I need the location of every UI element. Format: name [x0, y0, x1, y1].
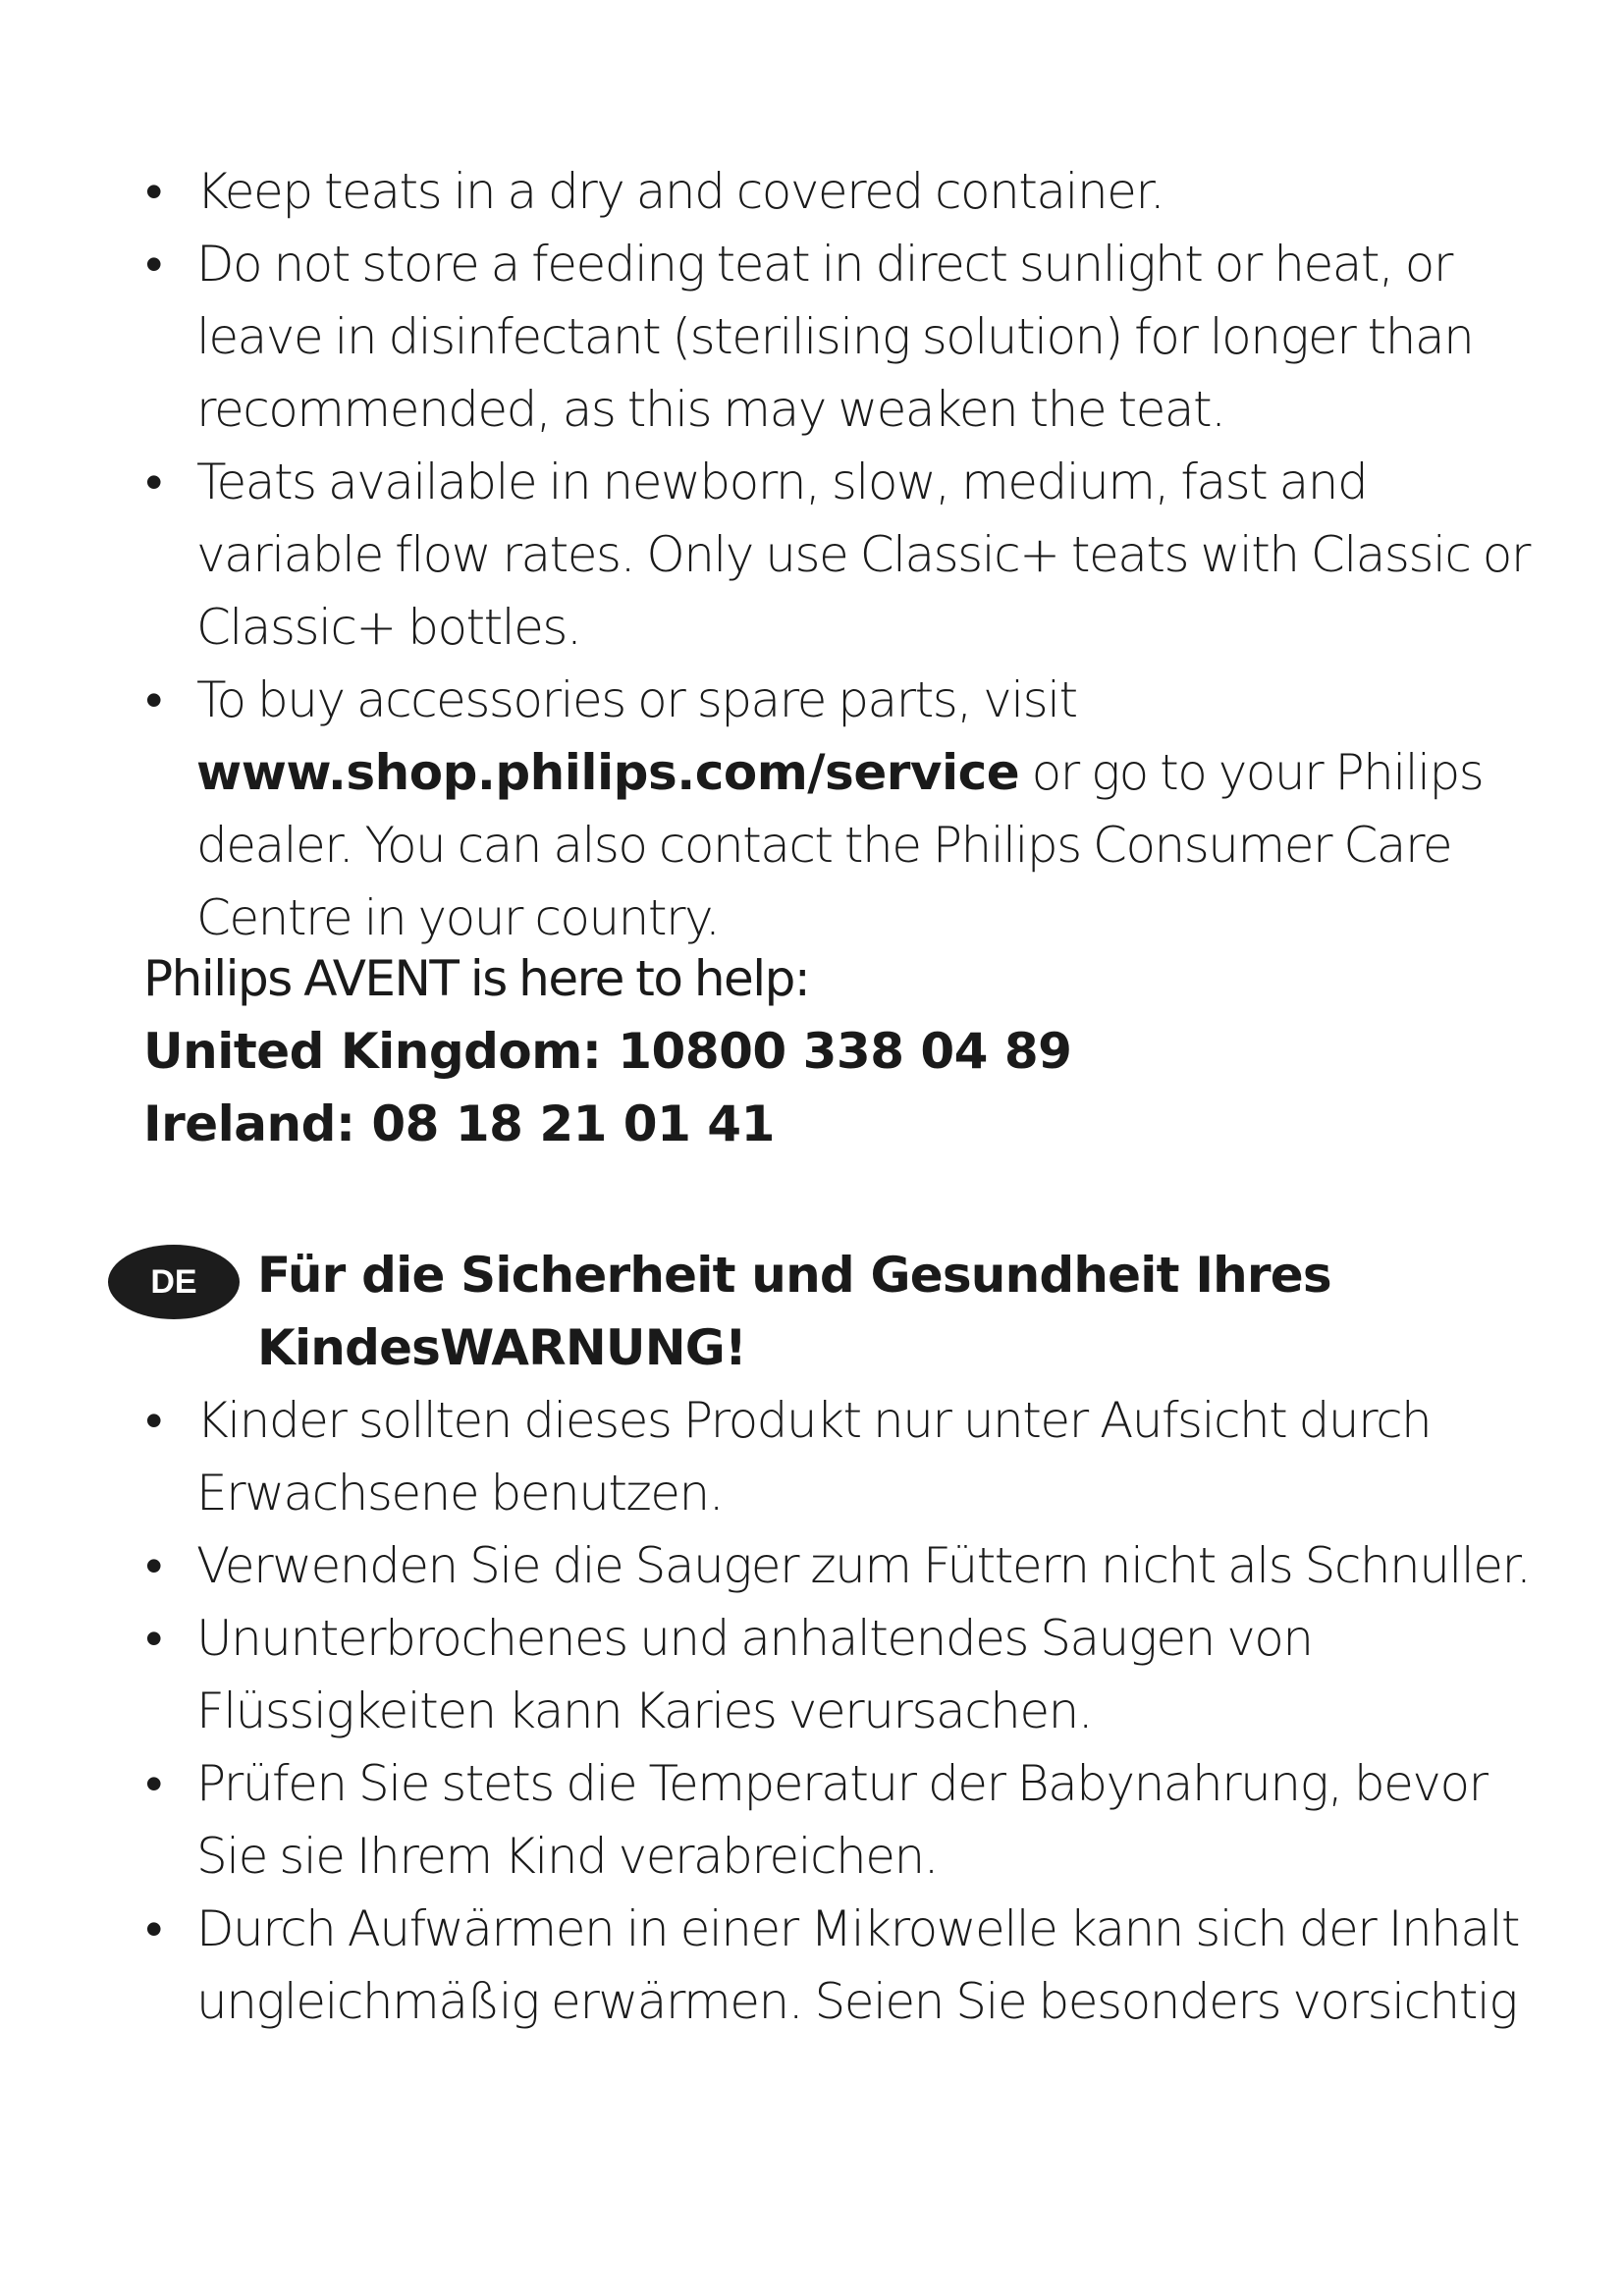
list-item-text: To buy accessories or spare parts, visit — [196, 671, 1077, 728]
bullet-icon: • — [145, 236, 162, 293]
list-item-text: Ununterbrochenes und anhaltendes Saugen von Flüssigkeiten kann Karies verursachen. — [196, 1610, 1313, 1739]
list-item — [145, 1384, 1559, 1529]
list-item-text: Durch Aufwärmen in einer Mikrowelle kann sich der Inhalt ungleichmäßig erwärmen. Seien Sie besonders vorsichtig — [196, 1900, 1519, 2030]
bullet-icon: • — [145, 1537, 162, 1594]
list-item-text: Prüfen Sie stets die Temperatur der Babynahrung, bevor Sie sie Ihrem Kind verabreichen. — [196, 1755, 1488, 1885]
german-bullet-list — [145, 1384, 1559, 2038]
bullet-icon: • — [145, 163, 162, 220]
bullet-icon: • — [145, 1610, 162, 1667]
uk-phone-number: United Kingdom: 10800 338 04 89 — [143, 1023, 1072, 1080]
list-item — [145, 664, 1559, 954]
de-section-heading — [257, 1239, 1553, 1384]
list-item — [145, 1602, 1559, 1747]
list-item — [145, 1747, 1559, 1893]
de-heading-line: Für die Sicherheit und Gesundheit Ihres — [257, 1247, 1331, 1304]
list-item-text: Keep teats in a dry and covered container. — [196, 163, 1164, 220]
list-item — [145, 1893, 1559, 2038]
list-item-text: Kinder sollten dieses Produkt nur unter Aufsicht durch Erwachsene benutzen. — [196, 1392, 1432, 1522]
help-intro: Philips AVENT is here to help: — [143, 950, 810, 1007]
list-item — [145, 228, 1559, 446]
list-item-text: or go to your Philips dealer. You can also contact the Philips Consumer Care Centre in your country. — [196, 744, 1484, 946]
list-item-text: Do not store a feeding teat in direct sunlight or heat, or leave in disinfectant (sterilising solution) for longer than recommended, as this may weaken the teat. — [196, 236, 1474, 438]
bullet-icon: • — [145, 1392, 162, 1449]
help-contact-block — [143, 942, 1518, 1160]
ireland-phone-number: Ireland: 08 18 21 01 41 — [143, 1095, 775, 1152]
language-badge-de: DE — [108, 1245, 240, 1319]
de-heading-line: KindesWARNUNG! — [257, 1319, 746, 1376]
list-item-text: Verwenden Sie die Sauger zum Füttern nicht als Schnuller. — [196, 1537, 1531, 1594]
bullet-icon: • — [145, 1900, 162, 1957]
bullet-icon: • — [145, 1755, 162, 1812]
bullet-icon: • — [145, 454, 162, 510]
list-item — [145, 446, 1559, 664]
english-bullet-list — [145, 155, 1559, 954]
shop-link[interactable]: www.shop.philips.com/service — [196, 744, 1020, 801]
list-item-text: Teats available in newborn, slow, medium, fast and variable flow rates. Only use Classic+ teats with Classic or Classic+ bottles. — [196, 454, 1530, 656]
bullet-icon: • — [145, 671, 162, 728]
list-item — [145, 155, 1559, 228]
list-item — [145, 1529, 1559, 1602]
